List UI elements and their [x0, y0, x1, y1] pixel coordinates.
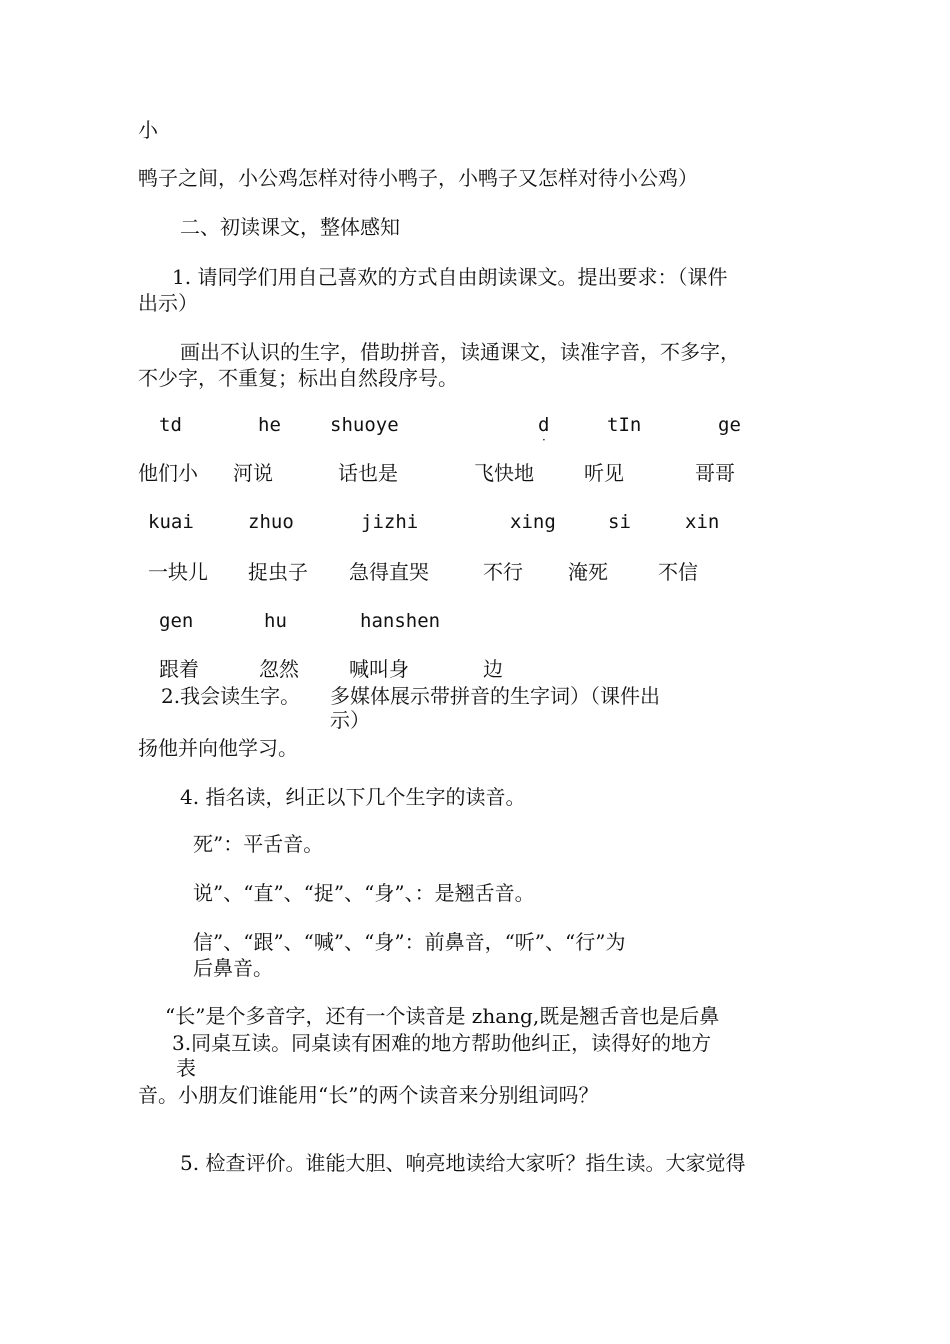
vocab-word: 哥哥 — [695, 461, 735, 485]
pinyin: xin — [685, 511, 720, 533]
vocab-word: 淹死 — [568, 560, 608, 584]
section-heading: 二、初读课文，整体感知 — [180, 215, 400, 239]
text-line: “长”是个多音字，还有一个读音是 zhang,既是翘舌音也是后鼻 — [165, 1004, 720, 1028]
vocab-word: 飞快地 — [474, 461, 534, 485]
vocab-word: 跟着 — [159, 657, 199, 681]
text-line: 示） — [330, 708, 370, 732]
pinyin: ge — [718, 414, 741, 436]
vocab-word: 不信 — [658, 560, 698, 584]
text-line: 3.同桌互读。同桌读有困难的地方帮助他纠正，读得好的地方 — [172, 1031, 712, 1055]
text-line: 出示） — [138, 291, 198, 315]
text-line: 画出不认识的生字，借助拼音，读通课文，读准字音，不多字， — [180, 340, 740, 364]
vocab-word: 忽然 — [259, 657, 299, 681]
vocab-word: 急得直哭 — [349, 560, 429, 584]
vocab-word: 不行 — [483, 560, 523, 584]
text-line: 小 — [138, 118, 158, 142]
pinyin: zhuo — [248, 511, 294, 533]
text-line: 1. 请同学们用自己喜欢的方式自由朗读课文。提出要求：（课件 — [172, 265, 728, 289]
pinyin: hanshen — [360, 610, 441, 632]
text-line: 4. 指名读，纠正以下几个生字的读音。 — [180, 785, 526, 809]
vocab-word: 话也是 — [338, 461, 398, 485]
text-line: 扬他并向他学习。 — [138, 736, 298, 760]
vocab-word: 边 — [483, 657, 503, 681]
pinyin: td — [159, 414, 182, 436]
pinyin: tIn — [607, 414, 642, 436]
text-line: 后鼻音。 — [193, 956, 273, 980]
tone-dot: · — [542, 433, 546, 447]
text-line: 鸭子之间，小公鸡怎样对待小鸭子，小鸭子又怎样对待小公鸡） — [138, 166, 698, 190]
pinyin: si — [608, 511, 631, 533]
pinyin: shuoye — [330, 414, 399, 436]
text-line: 5. 检查评价。谁能大胆、响亮地读给大家听？指生读。大家觉得 — [180, 1151, 746, 1175]
vocab-word: 一块儿 — [148, 560, 208, 584]
text-line: 表 — [176, 1056, 196, 1080]
vocab-word: 喊叫身 — [349, 657, 409, 681]
pinyin: d — [538, 414, 550, 436]
pinyin: hu — [264, 610, 287, 632]
pinyin: he — [258, 414, 281, 436]
text-line: 说”、“直”、“捉”、“身”、：是翘舌音。 — [193, 881, 535, 905]
vocab-word: 听见 — [584, 461, 624, 485]
text-line: 音。小朋友们谁能用“长”的两个读音来分别组词吗？ — [138, 1083, 599, 1107]
text-line: 死”：平舌音。 — [193, 832, 324, 856]
pinyin: xing — [510, 511, 556, 533]
text-line: 信”、“跟”、“喊”、“身”：前鼻音，“听”、“行”为 — [193, 930, 626, 954]
text-line: 不少字，不重复；标出自然段序号。 — [138, 366, 458, 390]
vocab-word: 河说 — [233, 461, 273, 485]
vocab-word: 捉虫子 — [248, 560, 308, 584]
pinyin: jizhi — [361, 511, 419, 533]
pinyin: kuai — [148, 511, 194, 533]
text-line: 多媒体展示带拼音的生字词）（课件出 — [330, 684, 660, 708]
text-line: 2.我会读生字。 — [161, 684, 301, 708]
vocab-word: 他们小 — [138, 461, 198, 485]
pinyin: gen — [159, 610, 194, 632]
